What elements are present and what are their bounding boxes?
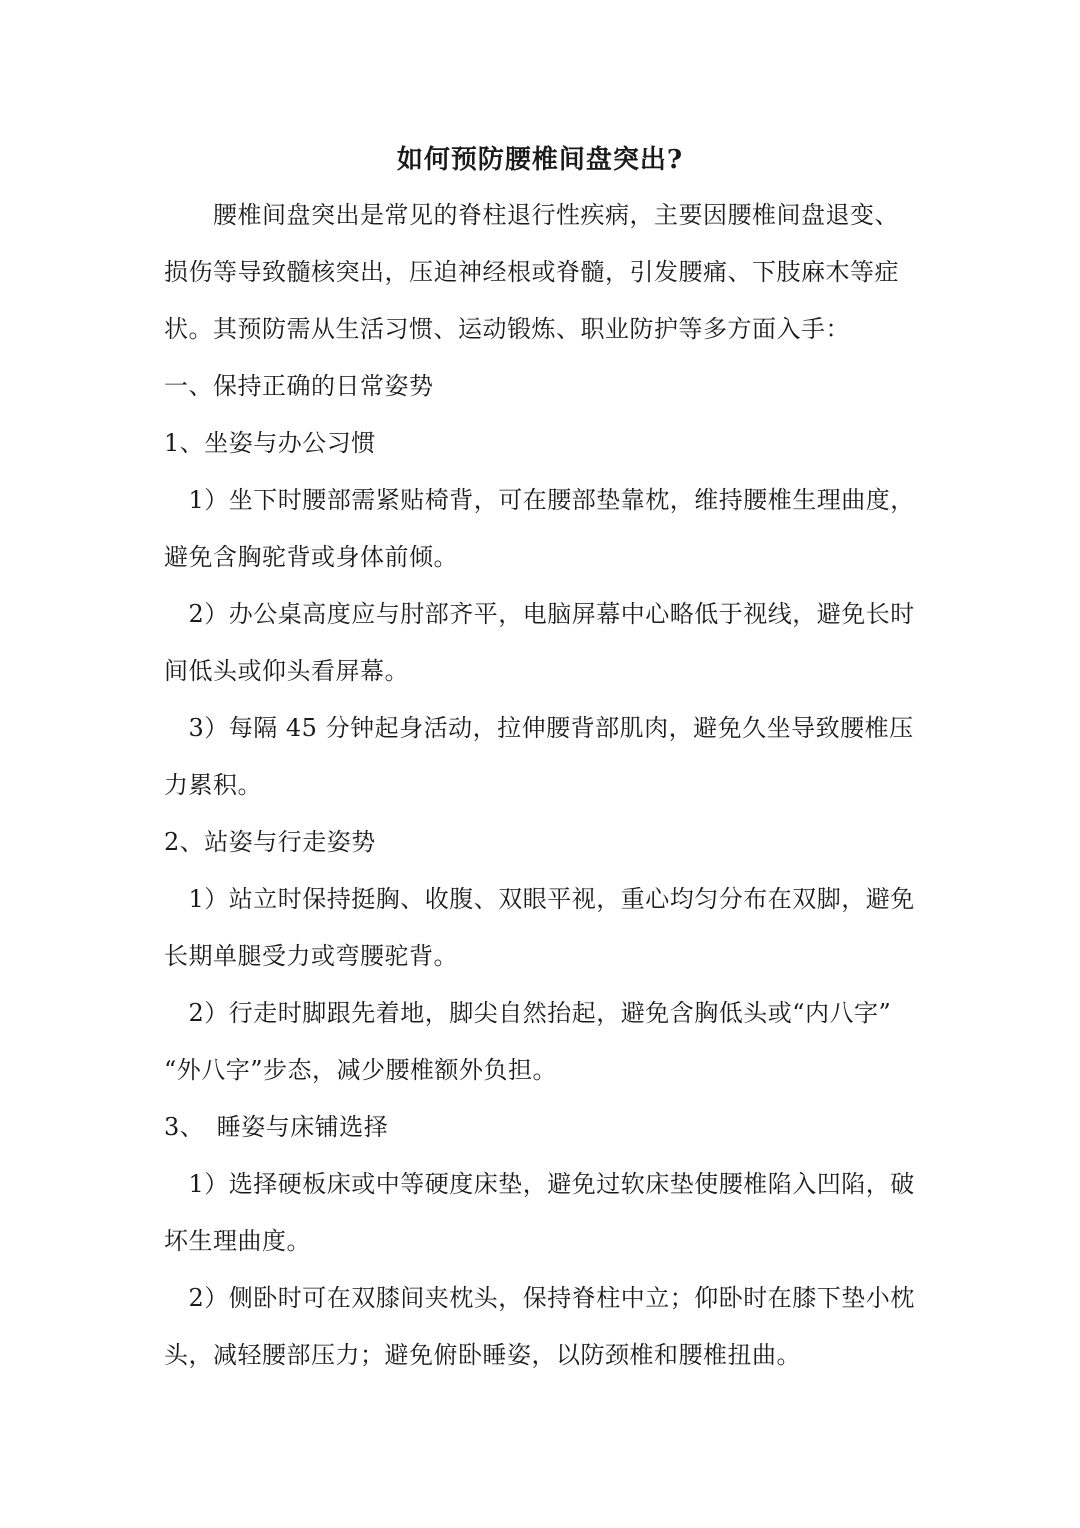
paragraph-line: 避免含胸驼背或身体前倾。 bbox=[164, 543, 458, 571]
paragraph-line: 1）选择硬板床或中等硬度床垫，避免过软床垫使腰椎陷入凹陷，破 bbox=[164, 1170, 915, 1198]
subsection-heading-1: 1、坐姿与办公习惯 bbox=[164, 429, 376, 457]
paragraph-line: 1）站立时保持挺胸、收腹、双眼平视，重心均匀分布在双脚，避免 bbox=[164, 885, 915, 913]
paragraph-line: 3）每隔 45 分钟起身活动，拉伸腰背部肌肉，避免久坐导致腰椎压 bbox=[164, 714, 914, 742]
paragraph-line: 头，减轻腰部压力；避免俯卧睡姿，以防颈椎和腰椎扭曲。 bbox=[164, 1341, 801, 1369]
subsection-heading-2: 2、站姿与行走姿势 bbox=[164, 828, 376, 856]
intro-line-2: 损伤等导致髓核突出，压迫神经根或脊髓，引发腰痛、下肢麻木等症 bbox=[164, 258, 899, 286]
paragraph-line: 长期单腿受力或弯腰驼背。 bbox=[164, 942, 458, 970]
paragraph-line: 力累积。 bbox=[164, 771, 262, 799]
section-heading-1: 一、保持正确的日常姿势 bbox=[164, 372, 434, 400]
intro-line-1: 腰椎间盘突出是常见的脊柱退行性疾病，主要因腰椎间盘退变、 bbox=[164, 201, 899, 229]
paragraph-line: “外八字”步态，减少腰椎额外负担。 bbox=[164, 1056, 558, 1084]
document-title: 如何预防腰椎间盘突出? bbox=[396, 145, 684, 175]
subsection-heading-3: 3、 睡姿与床铺选择 bbox=[164, 1113, 389, 1141]
paragraph-line: 1）坐下时腰部需紧贴椅背，可在腰部垫靠枕，维持腰椎生理曲度， bbox=[164, 486, 915, 514]
intro-line-3: 状。其预防需从生活习惯、运动锻炼、职业防护等多方面入手： bbox=[164, 315, 850, 343]
paragraph-line: 2）办公桌高度应与肘部齐平，电脑屏幕中心略低于视线，避免长时 bbox=[164, 600, 915, 628]
paragraph-line: 间低头或仰头看屏幕。 bbox=[164, 657, 409, 685]
paragraph-line: 坏生理曲度。 bbox=[164, 1227, 311, 1255]
paragraph-line: 2）行走时脚跟先着地，脚尖自然抬起，避免含胸低头或“内八字” bbox=[164, 999, 892, 1027]
paragraph-line: 2）侧卧时可在双膝间夹枕头，保持脊柱中立；仰卧时在膝下垫小枕 bbox=[164, 1284, 915, 1312]
